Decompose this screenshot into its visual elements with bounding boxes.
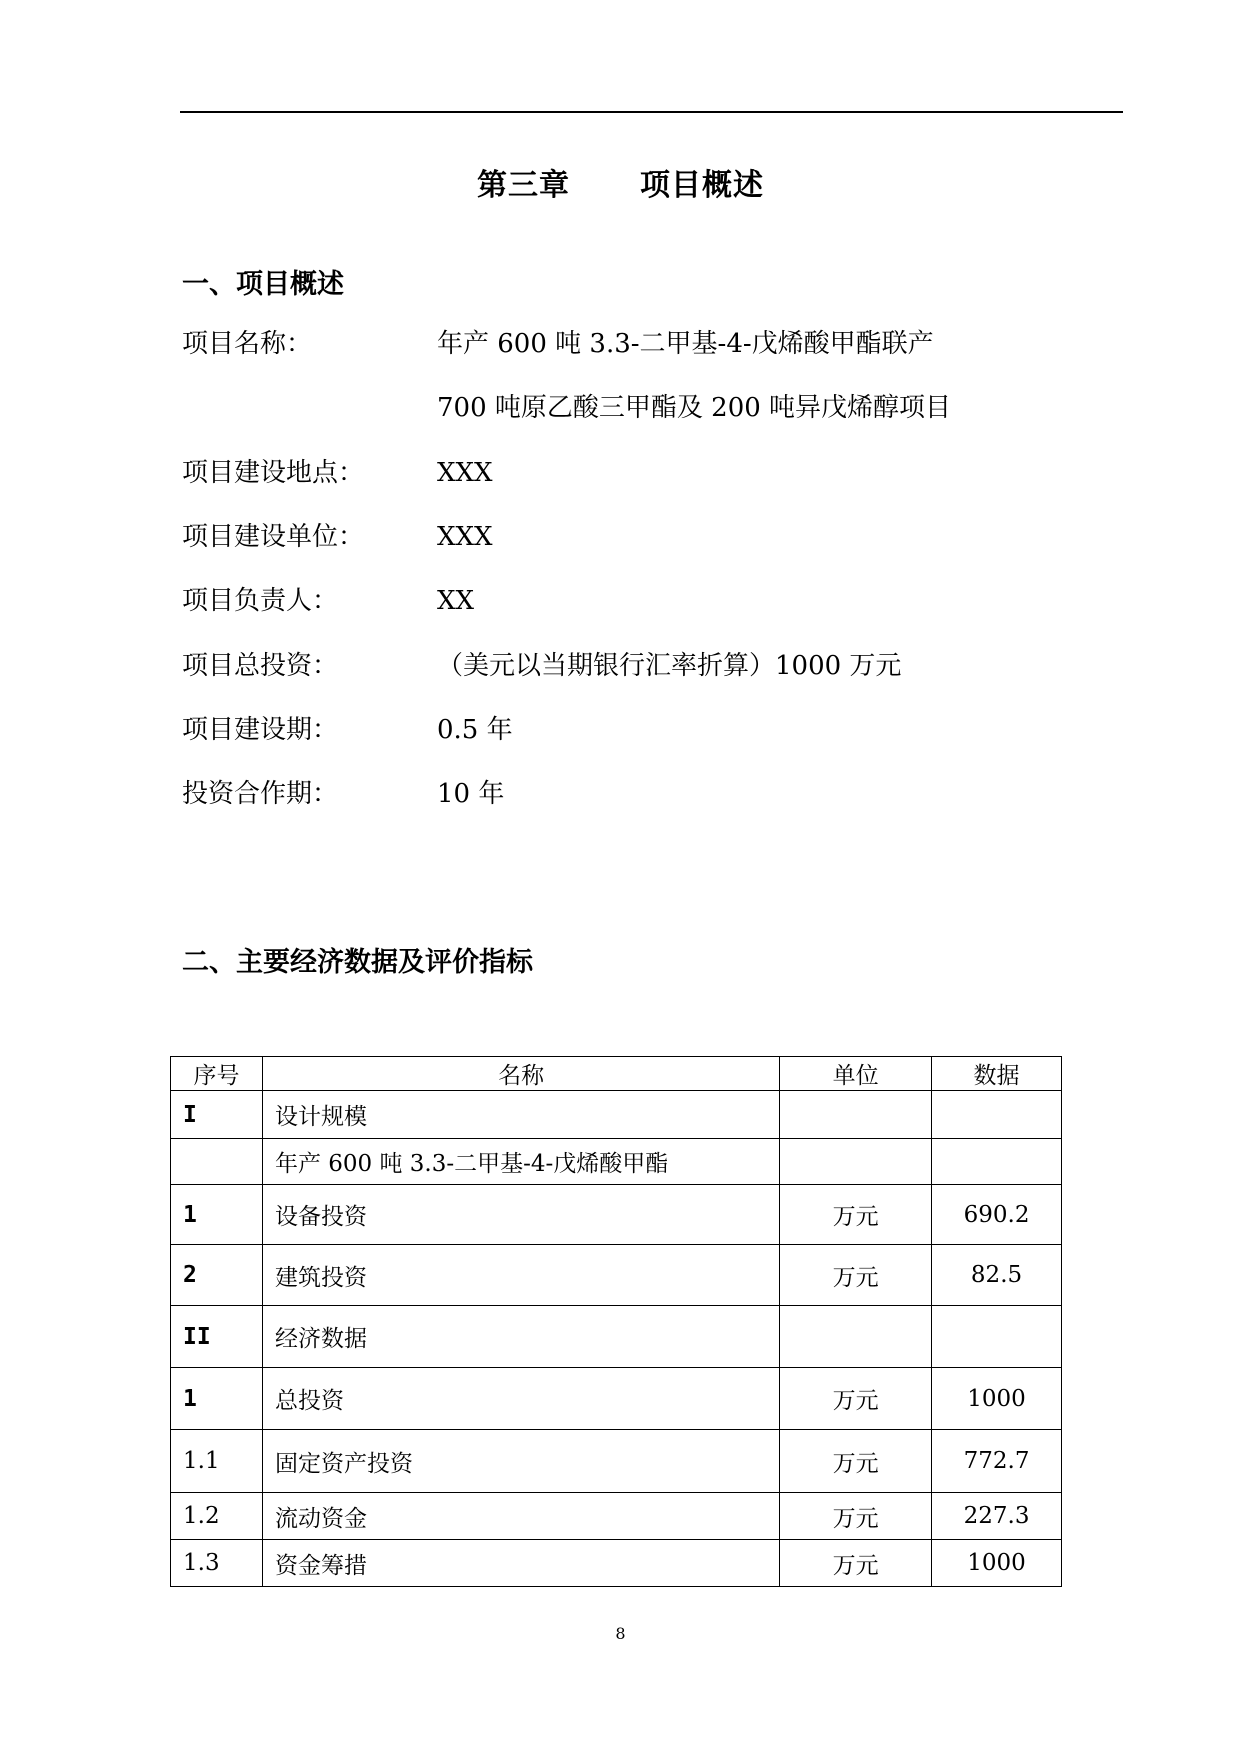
row-number <box>171 1139 263 1185</box>
row-unit: 万元 <box>780 1368 932 1430</box>
header-cell: 数据 <box>932 1057 1062 1091</box>
chapter-title <box>0 160 1241 204</box>
table-row <box>171 1368 1062 1430</box>
row-number: 1.3 <box>171 1540 263 1587</box>
row-name: 总投资 <box>262 1368 779 1430</box>
info-label: 项目负责人： <box>182 586 339 616</box>
row-unit <box>780 1139 932 1185</box>
row-value: 1000 <box>932 1368 1062 1430</box>
info-value: XX <box>437 586 475 616</box>
row-unit: 万元 <box>780 1493 932 1540</box>
row-number: 1 <box>171 1185 263 1245</box>
row-number: I <box>171 1091 263 1139</box>
row-value: 690.2 <box>932 1185 1062 1245</box>
table-row <box>171 1091 1062 1139</box>
row-unit: 万元 <box>780 1430 932 1493</box>
header-cell: 单位 <box>780 1057 932 1091</box>
header-cell: 序号 <box>171 1057 263 1091</box>
header-rule <box>180 111 1123 113</box>
row-value: 1000 <box>932 1540 1062 1587</box>
info-label: 项目总投资： <box>182 651 339 681</box>
row-number: II <box>171 1306 263 1368</box>
row-name: 经济数据 <box>262 1306 779 1368</box>
row-unit: 万元 <box>780 1245 932 1306</box>
info-label: 项目建设期： <box>182 715 339 745</box>
table-row <box>171 1185 1062 1245</box>
row-name: 资金筹措 <box>262 1540 779 1587</box>
table-header-row <box>171 1057 1062 1091</box>
info-value: 年产 600 吨 3.3-二甲基-4-戊烯酸甲酯联产 <box>437 329 934 359</box>
row-name: 年产 600 吨 3.3-二甲基-4-戊烯酸甲酯 <box>262 1139 779 1185</box>
row-unit: 万元 <box>780 1540 932 1587</box>
info-label: 项目建设单位： <box>182 522 365 552</box>
info-value: XXX <box>437 458 493 488</box>
row-number: 2 <box>171 1245 263 1306</box>
chapter-name: 项目概述 <box>640 168 764 203</box>
info-label: 项目名称： <box>182 329 313 359</box>
page-number: 8 <box>615 1624 626 1643</box>
info-value: XXX <box>437 522 493 552</box>
info-value: 0.5 年 <box>437 715 513 745</box>
header-cell: 名称 <box>262 1057 779 1091</box>
table-row <box>171 1245 1062 1306</box>
table-row <box>171 1430 1062 1493</box>
row-unit <box>780 1306 932 1368</box>
row-name: 固定资产投资 <box>262 1430 779 1493</box>
table-row <box>171 1540 1062 1587</box>
table-row <box>171 1306 1062 1368</box>
row-name: 流动资金 <box>262 1493 779 1540</box>
row-value: 82.5 <box>932 1245 1062 1306</box>
row-number: 1.1 <box>171 1430 263 1493</box>
table-row <box>171 1493 1062 1540</box>
table-row <box>171 1139 1062 1185</box>
row-name: 建筑投资 <box>262 1245 779 1306</box>
row-value: 227.3 <box>932 1493 1062 1540</box>
row-number: 1 <box>171 1368 263 1430</box>
info-label: 项目建设地点： <box>182 458 365 488</box>
row-number: 1.2 <box>171 1493 263 1540</box>
row-name: 设备投资 <box>262 1185 779 1245</box>
info-value: （美元以当期银行汇率折算）1000 万元 <box>437 651 902 681</box>
row-value: 772.7 <box>932 1430 1062 1493</box>
row-value <box>932 1306 1062 1368</box>
row-name: 设计规模 <box>262 1091 779 1139</box>
economic-data-table <box>170 1056 1062 1587</box>
row-unit: 万元 <box>780 1185 932 1245</box>
row-value <box>932 1139 1062 1185</box>
info-value: 10 年 <box>437 779 505 809</box>
row-unit <box>780 1091 932 1139</box>
chapter-number: 第三章 <box>477 168 570 203</box>
info-label: 投资合作期： <box>182 779 339 809</box>
row-value <box>932 1091 1062 1139</box>
info-value: 700 吨原乙酸三甲酯及 200 吨异戊烯醇项目 <box>437 393 952 423</box>
section-heading-overview: 一、项目概述 <box>182 269 344 300</box>
section-heading-economics: 二、主要经济数据及评价指标 <box>182 947 533 978</box>
